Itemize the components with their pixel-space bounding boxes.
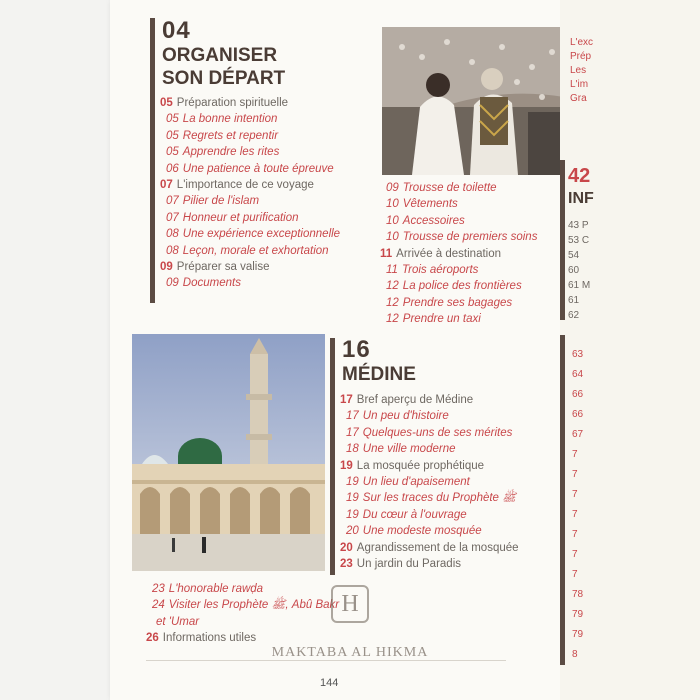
adjacent-toc-line: 54 [568,250,580,261]
toc-page-number: 09 [386,182,399,194]
toc-page-number: 07 [160,179,173,192]
toc-entry [340,490,519,506]
toc-entry-title: Regrets et repentir [182,129,279,142]
toc-page-number: 17 [346,410,359,423]
toc-page-number: 24 [152,599,165,612]
toc-page-number: 11 [380,247,393,260]
toc-entry [340,523,519,539]
toc-entry-title: Quelques-uns de ses mérites [362,426,513,439]
toc-entry-title: Une expérience exceptionnelle [182,228,341,241]
section-number: 16 [342,336,371,363]
toc-entry [380,311,537,327]
adjacent-toc-line: 7 [572,489,578,500]
toc-page-number: 17 [340,394,353,406]
section-title-line: ORGANISER [162,45,278,66]
toc-column [340,392,519,572]
toc-entry-title: Apprendre les rites [182,146,280,159]
adjacent-section-title: INF [568,190,594,207]
toc-entry-title: Informations utiles [162,632,257,645]
adjacent-toc-line: 66 [572,389,584,400]
toc-entry-title: Trousse de toilette [402,182,497,194]
watermark-logo: H [331,585,369,623]
mosque-photo [132,334,325,571]
toc-entry-title: Trousse de premiers soins [402,231,538,244]
toc-entry [160,210,340,226]
toc-page-number: 10 [386,231,399,244]
toc-entry-title: L'honorable rawḍa [168,583,264,595]
adjacent-toc-line: 43 P [568,220,589,231]
toc-entry-title: Visiter les Prophète ﷺ, Abû Bakr [168,599,340,612]
toc-entry [160,275,340,291]
toc-entry-title: Préparer sa valise [176,261,270,274]
section-title [162,44,285,90]
adjacent-toc-line: 7 [572,469,578,480]
pilgrims-photo [382,27,564,175]
toc-entry [160,259,340,275]
toc-entry [340,408,519,424]
toc-page-number: 09 [166,277,179,290]
adjacent-toc-line: 67 [572,429,584,440]
toc-entry-title: Un peu d'histoire [362,410,449,423]
toc-page-number: 19 [346,476,359,489]
adjacent-bar [560,160,565,320]
adjacent-toc-line: 61 M [568,280,591,291]
toc-entry-title: Du cœur à l'ouvrage [362,508,467,521]
toc-page-number: 05 [166,146,179,159]
adjacent-toc-line: 53 C [568,235,590,246]
adjacent-toc [568,218,590,323]
toc-page-number: 05 [166,129,179,142]
adjacent-bar [560,335,565,665]
toc-entry [340,392,519,408]
toc-page-number: 18 [346,443,359,456]
toc-entry-title: Un lieu d'apaisement [362,476,470,489]
toc-entry-title: Une modeste mosquée [362,525,482,538]
toc-entry [160,95,340,111]
toc-entry-title: La mosquée prophétique [356,459,485,472]
toc-entry-title: Agrandissement de la mosquée [356,541,519,554]
toc-page-number: 08 [166,228,179,241]
toc-entry [380,295,537,311]
toc-entry-title: Trois aéroports [401,264,479,277]
toc-page-number: 12 [386,313,399,326]
toc-page-number: 26 [146,632,159,645]
toc-entry [380,196,537,212]
toc-page-number: 08 [166,244,179,257]
adjacent-toc-line: L'exc [570,37,594,48]
toc-entry [340,556,519,572]
toc-entry [380,278,537,294]
toc-entry [160,193,340,209]
toc-page-number: 10 [386,198,399,211]
adjacent-toc-line: 7 [572,449,578,460]
toc-page-number: 11 [386,264,398,277]
section-title-line: SON DÉPART [162,68,286,89]
toc-entry-title: Honneur et purification [182,211,299,224]
toc-entry [160,161,340,177]
adjacent-toc-line: 66 [572,409,584,420]
adjacent-toc [572,345,583,665]
adjacent-toc-line: 8 [572,649,578,660]
toc-page-number: 06 [166,162,179,175]
toc-page-number: 10 [386,214,399,227]
toc-entry-title: Prendre ses bagages [402,296,513,309]
toc-entry-title: L'importance de ce voyage [176,179,314,192]
adjacent-toc-line: L'im [570,79,589,90]
toc-entry-title: La bonne intention [182,113,278,126]
toc-column [380,180,537,328]
adjacent-toc-line: 7 [572,509,578,520]
adjacent-toc-line: 79 [572,629,584,640]
toc-page-number: 19 [346,492,359,505]
page-number: 144 [320,677,339,689]
toc-entry-title: Une ville moderne [362,443,456,456]
toc-entry-title: Vêtements [402,198,458,211]
toc-entry [340,458,519,474]
toc-entry-title: Accessoires [402,214,465,227]
adjacent-page [560,0,700,700]
toc-page-number: 09 [160,261,173,274]
toc-entry [340,425,519,441]
toc-page-number: 05 [166,113,179,126]
toc-entry [160,226,340,242]
toc-entry [380,246,537,262]
toc-page-number: 07 [166,195,179,208]
toc-entry-title: La police des frontières [402,280,522,293]
section-number: 04 [162,17,191,44]
toc-page-number: 20 [340,541,353,554]
book-page [110,0,570,700]
toc-page-number: 17 [346,426,359,439]
toc-page-number: 20 [346,525,359,538]
toc-page-number: 07 [166,211,179,224]
toc-page-number: 23 [152,583,165,595]
toc-page-number: 19 [340,459,353,472]
toc-entry [380,262,537,278]
adjacent-toc [570,36,593,106]
toc-entry [380,180,537,196]
toc-entry-title: et 'Umar [156,615,200,628]
toc-entry [160,177,340,193]
watermark-text: MAKTABA AL HIKMA [271,645,429,660]
toc-entry-title: Pilier de l'islam [182,195,260,208]
toc-page-number: 23 [340,558,353,571]
adjacent-section-number: 42 [568,165,591,187]
toc-entry-title: Bref aperçu de Médine [356,394,474,406]
toc-entry [160,128,340,144]
toc-page-number: 19 [346,508,359,521]
toc-entry [340,507,519,523]
section-bar [150,18,155,303]
toc-page-number: 05 [160,97,173,109]
toc-entry [340,441,519,457]
toc-entry-title: Prendre un taxi [402,313,481,326]
toc-page-number: 12 [386,296,399,309]
adjacent-toc-line: 7 [572,569,578,580]
toc-entry-title: Un jardin du Paradis [356,558,461,571]
section-title: MÉDINE [342,364,416,385]
adjacent-toc-line: 63 [572,349,584,360]
adjacent-toc-line: 79 [572,609,584,620]
toc-entry-title: Documents [182,277,241,290]
toc-entry-title: Une patience à toute épreuve [182,162,334,175]
adjacent-toc-line: 78 [572,589,584,600]
toc-entry-title: Leçon, morale et exhortation [182,244,329,257]
toc-entry-title: Préparation spirituelle [176,97,289,109]
adjacent-toc-line: 7 [572,529,578,540]
toc-entry [160,243,340,259]
toc-entry [340,540,519,556]
adjacent-toc-line: 60 [568,265,580,276]
toc-entry [160,144,340,160]
toc-column [160,95,340,292]
toc-entry [380,229,537,245]
toc-page-number: 12 [386,280,399,293]
adjacent-toc-line: Les [570,65,587,76]
adjacent-toc-line: 61 [568,295,580,306]
adjacent-toc-line: 62 [568,310,580,321]
adjacent-toc-line: Gra [570,93,587,104]
watermark [260,585,440,661]
toc-entry-title: Sur les traces du Prophète ﷺ [362,492,517,505]
toc-entry [340,474,519,490]
section-bar [330,338,335,575]
adjacent-toc-line: 7 [572,549,578,560]
adjacent-toc-line: Prép [570,51,592,62]
toc-entry [380,213,537,229]
adjacent-toc-line: 64 [572,369,584,380]
toc-entry-title: Arrivée à destination [396,247,502,260]
toc-entry [160,111,340,127]
